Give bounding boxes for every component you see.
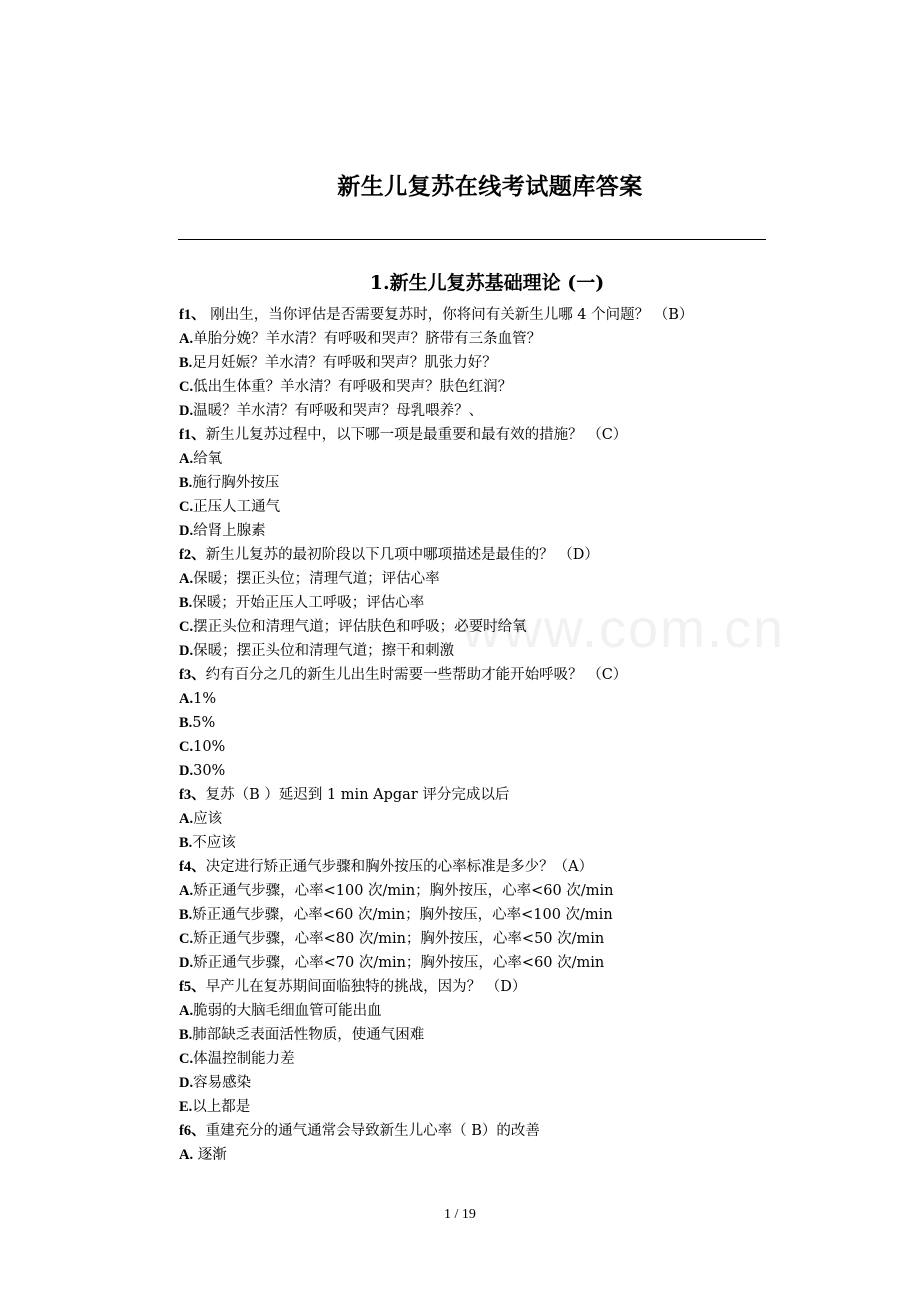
- option-text: 1%: [193, 691, 217, 707]
- option-letter: A.: [179, 883, 194, 899]
- question-number: f5、: [179, 979, 206, 995]
- question-text: 新生儿复苏过程中，以下哪一项是最重要和最有效的措施？ （C）: [205, 427, 628, 443]
- option-letter: A.: [179, 691, 194, 707]
- option-text: 10%: [193, 739, 226, 755]
- question-number: f1、: [179, 427, 206, 443]
- option-text: 温暖？羊水清？有呼吸和哭声？母乳喂养？、: [193, 403, 484, 419]
- question-text: 约有百分之几的新生儿出生时需要一些帮助才能开始呼吸？ （C）: [205, 667, 628, 683]
- question-number: f2、: [179, 547, 206, 563]
- option-line: [179, 1047, 779, 1071]
- option-line: [179, 1143, 779, 1167]
- option-text: 不应该: [192, 835, 236, 851]
- option-line: [179, 399, 779, 423]
- option-letter: C.: [179, 499, 194, 515]
- option-text: 5%: [192, 715, 216, 731]
- watermark: www.com.cn: [462, 599, 786, 659]
- option-letter: A.: [179, 571, 194, 587]
- option-line: [179, 375, 779, 399]
- question-number: f4、: [179, 859, 206, 875]
- option-line: [179, 1095, 779, 1119]
- option-text: 逐渐: [193, 1147, 227, 1163]
- option-letter: B.: [179, 595, 193, 611]
- option-text: 脆弱的大脑毛细血管可能出血: [193, 1003, 382, 1019]
- question-text: 早产儿在复苏期间面临独特的挑战，因为？ （D）: [205, 979, 527, 995]
- option-line: [179, 1071, 779, 1095]
- option-text: 保暖；开始正压人工呼吸；评估心率: [192, 595, 425, 611]
- option-text: 体温控制能力差: [193, 1051, 295, 1067]
- option-letter: E.: [179, 1099, 193, 1115]
- option-text: 给肾上腺素: [193, 523, 266, 539]
- option-line: [179, 471, 779, 495]
- option-text: 矫正通气步骤，心率<60 次/min；胸外按压，心率<100 次/min: [192, 907, 613, 923]
- option-letter: C.: [179, 1051, 194, 1067]
- option-letter: A.: [179, 451, 194, 467]
- option-text: 矫正通气步骤，心率<70 次/min；胸外按压，心率<60 次/min: [193, 955, 605, 971]
- option-line: [179, 735, 779, 759]
- option-text: 肺部缺乏表面活性物质，使通气困难: [192, 1027, 425, 1043]
- question-line: [179, 975, 779, 999]
- question-number: f3、: [179, 787, 206, 803]
- question-line: [179, 543, 779, 567]
- option-line: [179, 519, 779, 543]
- option-letter: D.: [179, 643, 194, 659]
- section-heading: 1.新生儿复苏基础理论 (一): [369, 272, 605, 294]
- option-letter: D.: [179, 403, 194, 419]
- question-text: 重建充分的通气通常会导致新生儿心率（ B）的改善: [205, 1123, 540, 1139]
- option-line: [179, 351, 779, 375]
- question-text: 复苏（B ）延迟到 1 min Apgar 评分完成以后: [205, 787, 510, 803]
- option-text: 给氧: [193, 451, 223, 467]
- option-line: [179, 759, 779, 783]
- option-line: [179, 567, 779, 591]
- option-line: [179, 687, 779, 711]
- option-text: 施行胸外按压: [192, 475, 280, 491]
- option-line: [179, 639, 779, 663]
- question-text: 刚出生，当你评估是否需要复苏时，你将问有关新生儿哪 4 个问题？ （B）: [205, 307, 694, 323]
- option-text: 保暖；摆正头位和清理气道；擦干和刺激: [193, 643, 455, 659]
- option-line: [179, 903, 779, 927]
- option-line: [179, 999, 779, 1023]
- option-text: 正压人工通气: [193, 499, 281, 515]
- option-line: [179, 711, 779, 735]
- option-letter: D.: [179, 955, 194, 971]
- option-line: [179, 807, 779, 831]
- option-text: 摆正头位和清理气道；评估肤色和呼吸；必要时给氧: [193, 619, 527, 635]
- option-letter: C.: [179, 739, 194, 755]
- option-letter: C.: [179, 379, 194, 395]
- option-line: [179, 951, 779, 975]
- option-letter: A.: [179, 1003, 194, 1019]
- option-line: [179, 495, 779, 519]
- option-letter: B.: [179, 475, 193, 491]
- option-letter: D.: [179, 763, 194, 779]
- question-line: [179, 1119, 779, 1143]
- question-line: [179, 855, 779, 879]
- option-letter: C.: [179, 619, 194, 635]
- question-line: [179, 663, 779, 687]
- question-text: 决定进行矫正通气步骤和胸外按压的心率标准是多少？（A）: [205, 859, 594, 875]
- option-letter: B.: [179, 1027, 193, 1043]
- option-text: 以上都是: [192, 1099, 251, 1115]
- option-line: [179, 879, 779, 903]
- question-line: [179, 423, 779, 447]
- page-number: 1 / 19: [444, 1207, 476, 1222]
- option-line: [179, 831, 779, 855]
- option-text: 矫正通气步骤，心率<80 次/min；胸外按压，心率<50 次/min: [193, 931, 605, 947]
- option-letter: B.: [179, 715, 193, 731]
- option-letter: D.: [179, 1075, 194, 1091]
- question-number: f3、: [179, 667, 206, 683]
- option-text: 低出生体重？羊水清？有呼吸和哭声？肤色红润？: [193, 379, 513, 395]
- question-list: [179, 303, 779, 1167]
- option-line: [179, 1023, 779, 1047]
- option-letter: D.: [179, 523, 194, 539]
- question-number: f6、: [179, 1123, 206, 1139]
- option-text: 保暖；摆正头位；清理气道；评估心率: [193, 571, 440, 587]
- option-text: 应该: [193, 811, 223, 827]
- document-title: 新生儿复苏在线考试题库答案: [337, 173, 643, 200]
- option-letter: A.: [179, 331, 194, 347]
- option-letter: B.: [179, 907, 193, 923]
- option-line: [179, 447, 779, 471]
- option-letter: A.: [179, 1147, 194, 1163]
- title-divider: [178, 239, 766, 240]
- question-number: f1、: [179, 307, 206, 323]
- option-text: 容易感染: [193, 1075, 252, 1091]
- option-line: [179, 927, 779, 951]
- option-letter: C.: [179, 931, 194, 947]
- option-letter: A.: [179, 811, 194, 827]
- option-text: 单胎分娩？羊水清？有呼吸和哭声？脐带有三条血管？: [193, 331, 542, 347]
- option-text: 矫正通气步骤，心率<100 次/min；胸外按压，心率<60 次/min: [193, 883, 614, 899]
- option-text: 30%: [193, 763, 226, 779]
- question-line: [179, 783, 779, 807]
- option-line: [179, 615, 779, 639]
- option-line: [179, 327, 779, 351]
- option-letter: B.: [179, 355, 193, 371]
- question-line: [179, 303, 779, 327]
- option-text: 足月妊娠？羊水清？有呼吸和哭声？肌张力好？: [192, 355, 497, 371]
- option-letter: B.: [179, 835, 193, 851]
- question-text: 新生儿复苏的最初阶段以下几项中哪项描述是最佳的？ （D）: [205, 547, 599, 563]
- option-line: [179, 591, 779, 615]
